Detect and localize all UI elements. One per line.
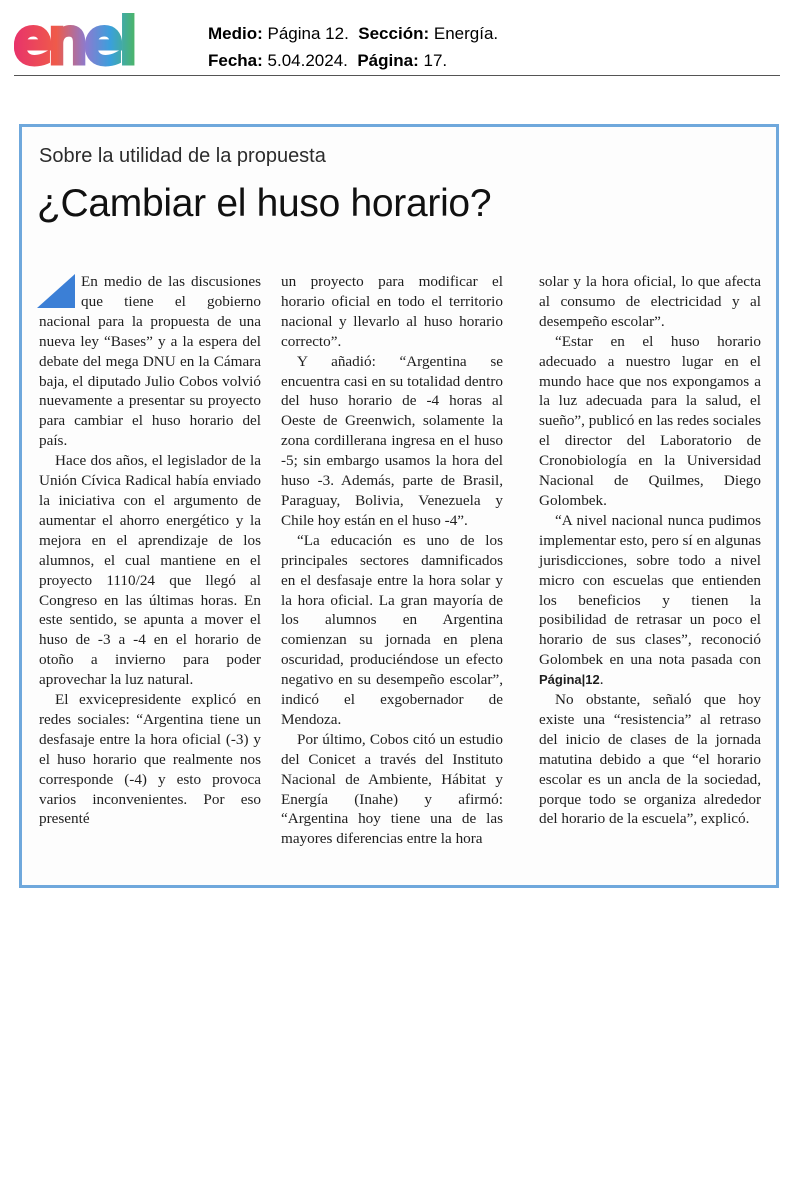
- article-column-1: [39, 272, 261, 829]
- header-divider: [14, 75, 780, 76]
- paragraph: solar y la hora oficial, lo que afecta al consumo de electricidad y al desempeño escolar”.: [539, 273, 761, 330]
- paragraph: Por último, Cobos citó un estudio del Conicet a través del Instituto Nacional de Ambiente, Hábitat y Energía (Inahe) y afirmó: “Argentina hoy tiene una de las mayores diferencias entre la hora: [281, 730, 503, 848]
- paragraph: El exvicepresidente explicó en redes sociales: “Argentina tiene un desfasaje entre la hora oficial (-3) y el huso horario que realmente nos corresponde (-4) y esto provoca varios inconvenientes. Por eso presenté: [39, 691, 261, 828]
- paragraph: Hace dos años, el legislador de la Unión Cívica Radical había enviado la iniciativa con el argumento de aumentar el ahorro energético y la mejora en el aprendizaje de los alumnos, el cual mantiene en el proyecto 1110/24 que llegó al Congreso en las últimas horas. En este sentido, se apunta a mover el huso de -3 a -4 en el horario de otoño a invierno para poder aprovechar la luz natural.: [39, 452, 261, 689]
- news-clipping: [19, 124, 779, 888]
- triangle-marker-icon: [37, 274, 75, 308]
- pagina-value: 17.: [423, 51, 448, 70]
- paragraph: un proyecto para modificar el horario oficial en todo el territorio nacional y llevarlo al huso horario correcto”.: [281, 273, 503, 350]
- paragraph: “A nivel nacional nunca pudimos implementar esto, pero sí en algunas jurisdicciones, sobre todo a nivel micro con escuelas que entienden los beneficios y tienen la posibilidad de retrasar un poco el horario de sus clases”, reconoció Golombek en una nota pasada con Página|12.: [539, 511, 761, 689]
- fecha-label: Fecha:: [208, 51, 263, 70]
- fecha-value: 5.04.2024.: [267, 51, 348, 70]
- source-meta: [208, 20, 498, 74]
- svg-text:enel: enel: [14, 7, 135, 72]
- paragraph: “Estar en el huso horario adecuado a nuestro lugar en el mundo hace que nos expongamos a la luz adecuada para la salud, el sueño”, publicó en las redes sociales el director del Laboratorio de Cronobiología en la Universidad Nacional de Quilmes, Diego Golombek.: [539, 332, 761, 509]
- article-column-3: [539, 272, 761, 829]
- pagina-label: Página:: [357, 51, 419, 70]
- paragraph: Y añadió: “Argentina se encuentra casi en su totalidad dentro del huso horario de -4 horas al Oeste de Greenwich, solamente la zona cordillerana ingresa en el huso -5; sin embargo usamos la hora del huso -3. Además, parte de Brasil, Paraguay, Bolivia, Venezuela y Chile hoy están en el huso -4”.: [281, 352, 503, 529]
- pagina12-logo: Página|12: [539, 672, 600, 688]
- article-headline: ¿Cambiar el huso horario?: [37, 182, 492, 225]
- paragraph: “La educación es uno de los principales sectores damnificados en el desfasaje entre la hora solar y la hora oficial. La gran mayoría de los alumnos en Argentina comienzan su jornada en plena oscuridad, produciéndose un efecto negativo en su desempeño escolar”, indicó el exgobernador de Mendoza.: [281, 531, 503, 728]
- enel-logo: [14, 6, 182, 72]
- medio-value: Página 12.: [267, 24, 349, 43]
- seccion-value: Energía.: [433, 24, 499, 43]
- medio-label: Medio:: [208, 24, 263, 43]
- paragraph: No obstante, señaló que hoy existe una “resistencia” al retraso del inicio de clases de la jornada matutina debido a que “el horario escolar es un ancla de la sociedad, porque todo se organiza alrededor del horario de la escuela”, explicó.: [539, 691, 761, 828]
- seccion-label: Sección:: [358, 24, 430, 43]
- article-kicker: Sobre la utilidad de la propuesta: [39, 145, 326, 167]
- article-column-2: [281, 272, 503, 849]
- paragraph: En medio de las discusiones que tiene el gobierno nacional para la propuesta de una nueva ley “Bases” y a la espera del debate del mega DNU en la Cámara baja, el diputado Julio Cobos volvió nuevamente a presentar su proyecto para cambiar el huso horario del país.: [39, 273, 261, 450]
